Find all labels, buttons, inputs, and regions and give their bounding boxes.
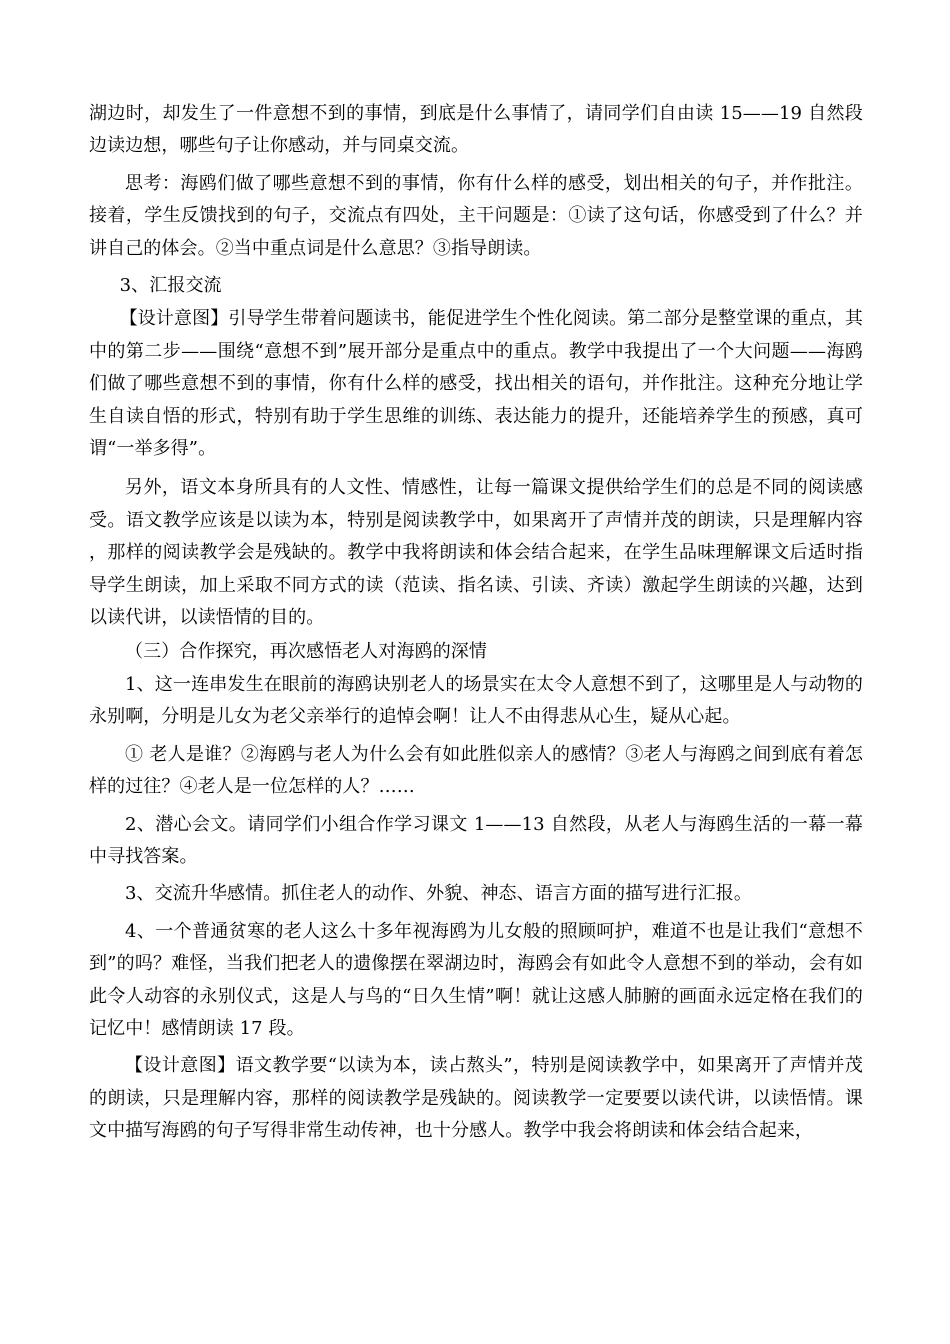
paragraph-step-one: 1、这一连串发生在眼前的海鸥诀别老人的场景实在太令人意想不到了，这哪里是人与动物的永别啊，分明是儿女为老父亲举行的追悼会啊！让人不由得悲从心生，疑从心起。: [89, 673, 863, 728]
paragraph-thinking-question: 思考：海鸥们做了哪些意想不到的事情，你有什么样的感受，划出相关的句子，并作批注。接着，学生反馈找到的句子，交流点有四处，主干问题是：①读了这句话，你感受到了什么？并讲自己的体会。②当中重点词是什么意思？③指导朗读。: [89, 172, 863, 259]
paragraph-continued-reading-task: 湖边时，却发生了一件意想不到的事情，到底是什么事情了，请同学们自由读 15——19 自然段边读边想，哪些句子让你感动，并与同桌交流。: [89, 103, 863, 157]
document-page: [89, 98, 863, 1148]
paragraph-design-intent-2: 【设计意图】语文教学要“以读为本，读占熬头”，特别是阅读教学中，如果离开了声情并茂的朗读，只是理解内容，那样的阅读教学是残缺的。阅读教学一定要要以读代讲，以读悟情。课文中描写海鸥的句子写得非常生动传神，也十分感人。教学中我会将朗读和体会结合起来，: [89, 1055, 863, 1142]
paragraph-design-intent-1: 【设计意图】引导学生带着问题读书，能促进学生个性化阅读。第二部分是整堂课的重点，其中的第二步——围绕“意想不到”展开部分是重点中的重点。教学中我提出了一个大问题——海鸥们做了哪些意想不到的事情，你有什么样的感受，找出相关的语句，并作批注。这种充分地让学生自读自悟的形式，特别有助于学生思维的训练、表达能力的提升，还能培养学生的预感，真可谓“一举多得”。: [89, 308, 863, 460]
paragraph-section-three-heading: （三）合作探究，再次感悟老人对海鸥的深情: [125, 640, 487, 662]
paragraph-report-exchange-heading: 3、汇报交流: [119, 275, 222, 297]
paragraph-questions-list: ① 老人是谁？②海鸥与老人为什么会有如此胜似亲人的感情？③老人与海鸥之间到底有着怎样的过往？④老人是一位怎样的人？……: [89, 743, 863, 798]
paragraph-step-four: 4、一个普通贫寒的老人这么十多年视海鸥为儿女般的照顾呵护，难道不也是让我们“意想不到”的吗？难怪，当我们把老人的遗像摆在翠湖边时，海鸥会有如此令人意想不到的举动，会有如此令人动容的永别仪式，这是人与鸟的“日久生情”啊！就让这感人肺腑的画面永远定格在我们的记忆中！感情朗读 17 段。: [89, 920, 863, 1039]
paragraph-step-two: 2、潜心会文。请同学们小组合作学习课文 1——13 自然段，从老人与海鸥生活的一幕一幕中寻找答案。: [89, 813, 863, 867]
paragraph-step-three: 3、交流升华感情。抓住老人的动作、外貌、神态、语言方面的描写进行汇报。: [125, 883, 752, 905]
paragraph-reading-feeling: 另外，语文本身所具有的人文性、情感性，让每一篇课文提供给学生们的总是不同的阅读感受。语文教学应该是以读为本，特别是阅读教学中，如果离开了声情并茂的朗读，只是理解内容，那样的阅读教学会是残缺的。教学中我将朗读和体会结合起来，在学生品味理解课文后适时指导学生朗读，加上采取不同方式的读（范读、指名读、引读、齐读）激起学生朗读的兴趣，达到以读代讲，以读悟情的目的。: [89, 477, 863, 629]
